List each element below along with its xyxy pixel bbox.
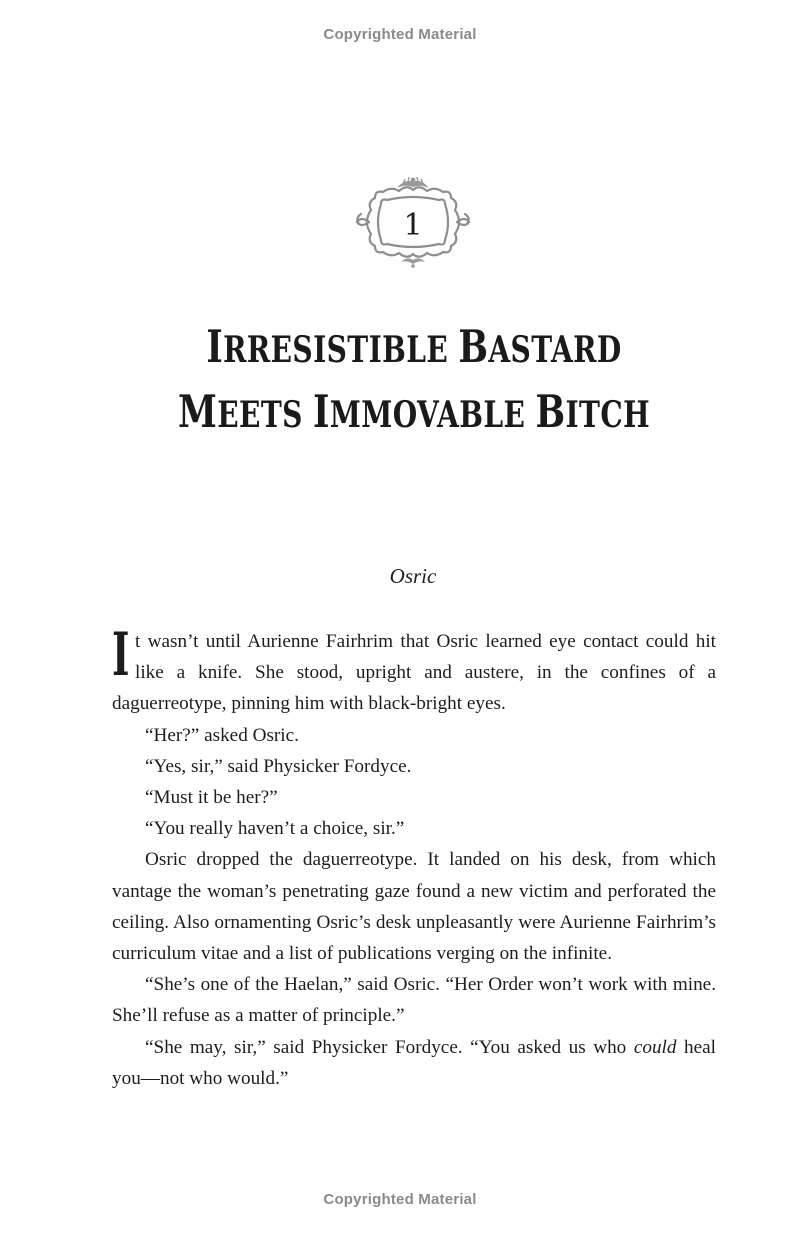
- chapter-title-line-2: MEETS IMMOVABLE BITCH: [177, 385, 650, 438]
- paragraph-5: “You really haven’t a choice, sir.”: [145, 818, 405, 840]
- paragraph-3: “Yes, sir,” said Physicker Fordyce.: [145, 755, 412, 777]
- drop-cap: I: [112, 620, 130, 690]
- chapter-body: [112, 620, 716, 1094]
- paragraph-6: Osric dropped the daguerreotype. It landed on his desk, from which vantage the woman’s penetrating gaze found a new victim and perforated the ceiling. Also ornamenting Osric’s desk unpleasantly were Aurienne Fairhrim’s curriculum vitae and a list of publications verging on the infinite.: [112, 849, 716, 965]
- paragraph-4: “Must it be her?”: [145, 787, 278, 809]
- emphasis-could: could: [633, 1036, 677, 1058]
- chapter-title: [169, 316, 659, 446]
- paragraph-1: It wasn’t until Aurienne Fairhrim that Osric learned eye contact could hit like a knife. She stood, upright and austere, in the confines of a daguerreotype, pinning him with black-bright eyes.: [112, 620, 716, 715]
- pov-character-heading: Osric: [389, 564, 437, 588]
- paragraph-8: “She may, sir,” said Physicker Fordyce. “You asked us who could heal you—not who would.”: [112, 1036, 716, 1089]
- chapter-title-line-1: IRRESISTIBLE BASTARD: [206, 320, 622, 373]
- chapter-number: 1: [403, 208, 423, 243]
- paragraph-7: “She’s one of the Haelan,” said Osric. “Her Order won’t work with mine. She’ll refuse as a matter of principle.”: [112, 974, 716, 1027]
- paragraph-2: “Her?” asked Osric.: [145, 724, 299, 746]
- copyright-watermark-top: Copyrighted Material: [323, 26, 477, 43]
- copyright-watermark-bottom: Copyrighted Material: [323, 1191, 477, 1208]
